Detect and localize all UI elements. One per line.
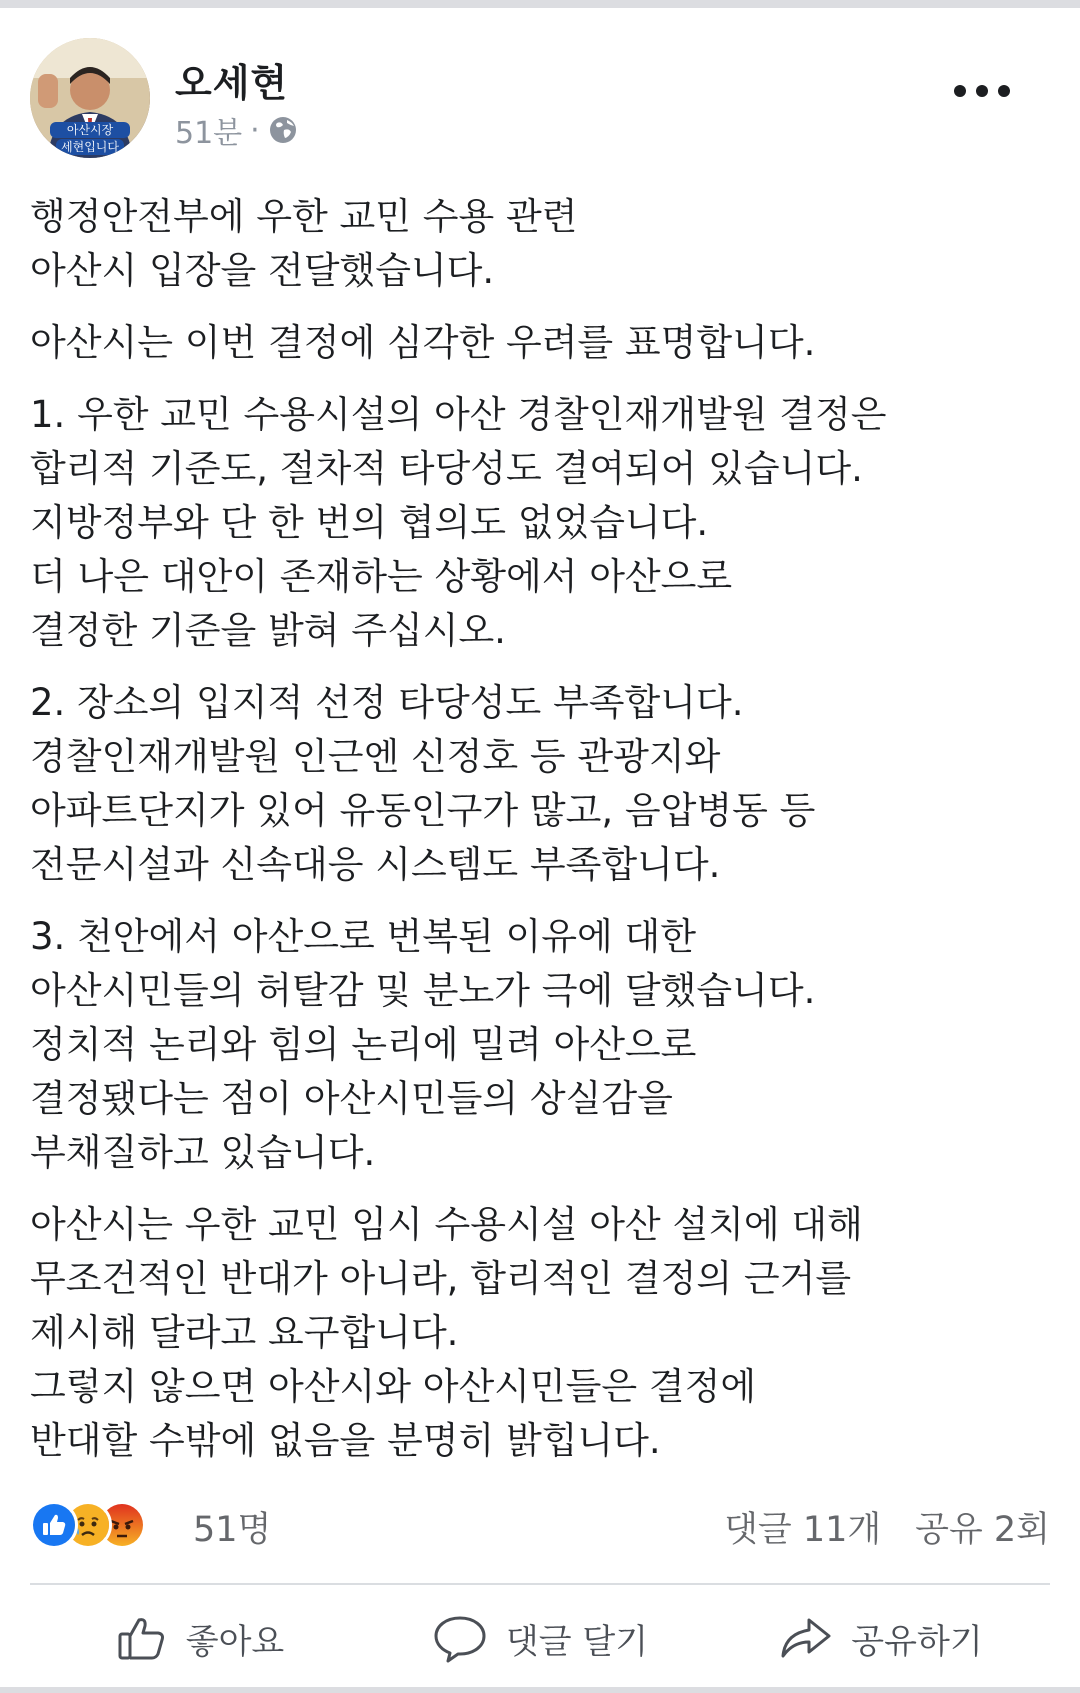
avatar-overlay-line2: 세현입니다	[61, 140, 119, 154]
post-paragraph: 행정안전부에 우한 교민 수용 관련 아산시 입장을 전달했습니다.	[30, 195, 578, 292]
post-paragraph: 1. 우한 교민 수용시설의 아산 경찰인재개발원 결정은 합리적 기준도, 절차적 타당성도 결여되어 있습니다. 지방정부와 단 한 번의 협의도 없었습니다. 더 나은 대안이 존재하는 상황에서 아산으로 결정한 기준을 밝혀 주십시오.	[30, 393, 887, 652]
comment-label: 댓글 달기	[505, 1621, 649, 1662]
reaction-icons[interactable]	[30, 1501, 132, 1549]
post-body	[30, 190, 1050, 1486]
reaction-count[interactable]: 51명	[193, 1510, 272, 1550]
comment-count[interactable]: 댓글 11개	[724, 1510, 882, 1550]
post-time[interactable]: 51분	[175, 116, 243, 151]
post-meta	[175, 108, 298, 152]
actions-divider	[30, 1583, 1050, 1585]
author-avatar[interactable]	[30, 38, 150, 158]
globe-icon[interactable]	[268, 115, 298, 145]
avatar-overlay-line1: 아산시장	[66, 123, 114, 137]
meta-separator: ·	[250, 112, 260, 148]
action-bar	[30, 1592, 1050, 1684]
like-icon	[30, 1501, 78, 1549]
share-count[interactable]: 공유 2회	[915, 1510, 1050, 1550]
like-label: 좋아요	[185, 1621, 285, 1662]
post-paragraph: 아산시는 우한 교민 임시 수용시설 아산 설치에 대해 무조건적인 반대가 아니라, 합리적인 결정의 근거를 제시해 달라고 요구합니다. 그렇지 않으면 아산시와 아산시민들은 결정에 반대할 수밖에 없음을 분명히 밝힙니다.	[30, 1203, 863, 1462]
thumbs-up-icon	[116, 1612, 168, 1664]
profile-photo	[30, 38, 150, 158]
comment-button[interactable]	[370, 1592, 710, 1684]
author-name[interactable]: 오세현	[175, 61, 289, 105]
engagement-stats	[690, 1502, 1050, 1552]
top-border	[0, 0, 1080, 8]
post-header	[30, 38, 1050, 158]
more-options-button[interactable]	[954, 76, 1010, 106]
post-paragraph: 2. 장소의 입지적 선정 타당성도 부족합니다. 경찰인재개발원 인근엔 신정호 등 관광지와 아파트단지가 있어 유동인구가 많고, 음압병동 등 전문시설과 신속대응 시스템도 부족합니다.	[30, 681, 816, 886]
post-paragraph: 아산시는 이번 결정에 심각한 우려를 표명합니다.	[30, 321, 816, 364]
share-button[interactable]	[710, 1592, 1050, 1684]
share-arrow-icon	[777, 1612, 833, 1664]
reactions-bar	[30, 1496, 1050, 1554]
bottom-border	[0, 1687, 1080, 1693]
like-button[interactable]	[30, 1592, 370, 1684]
comment-icon	[432, 1612, 488, 1664]
post-paragraph: 3. 천안에서 아산으로 번복된 이유에 대한 아산시민들의 허탈감 및 분노가 극에 달했습니다. 정치적 논리와 힘의 논리에 밀려 아산으로 결정됐다는 점이 아산시민들의 상실감을 부채질하고 있습니다.	[30, 915, 816, 1174]
share-label: 공유하기	[851, 1621, 983, 1662]
more-dot	[976, 85, 988, 97]
more-dot	[954, 85, 966, 97]
more-dot	[998, 85, 1010, 97]
